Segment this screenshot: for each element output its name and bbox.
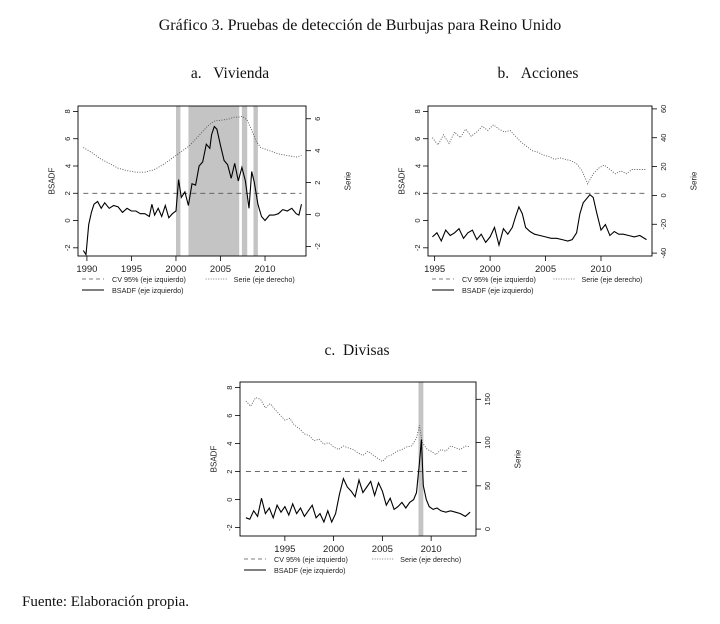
panel-b-letter: b. xyxy=(497,65,510,82)
y-tick-label-left: 2 xyxy=(63,191,73,196)
y-tick-label-right: 20 xyxy=(659,162,669,171)
y-tick-label-left: -2 xyxy=(225,524,235,531)
legend-serie-label: Serie (eje derecho) xyxy=(581,275,643,284)
y-axis-label-right: Serie xyxy=(343,171,353,191)
y-tick-label-right: -40 xyxy=(659,247,669,259)
y-axis-label-right: Serie xyxy=(689,171,699,191)
panel-b-name: Acciones xyxy=(520,65,579,82)
x-tick-label: 2000 xyxy=(479,264,501,275)
y-tick-label-left: -2 xyxy=(413,244,423,252)
x-tick-label: 1990 xyxy=(76,264,98,275)
page-title: Gráfico 3. Pruebas de detección de Burbujas para Reino Unido xyxy=(158,17,562,34)
x-tick-label: 2010 xyxy=(254,264,276,275)
y-tick-label-left: 0 xyxy=(413,218,423,223)
y-tick-label-right: 4 xyxy=(313,148,323,153)
legend-serie-label: Serie (eje derecho) xyxy=(400,555,462,564)
y-tick-label-right: 2 xyxy=(313,180,323,185)
x-tick-label: 2010 xyxy=(420,544,442,555)
panel-c-name: Divisas xyxy=(343,342,390,359)
y-tick-label-right: -2 xyxy=(313,243,323,250)
x-tick-label: 1995 xyxy=(120,264,143,275)
y-tick-label-right: 50 xyxy=(483,481,493,490)
y-tick-label-left: 4 xyxy=(63,163,73,169)
x-tick-label: 2010 xyxy=(590,264,612,275)
y-tick-label-left: 8 xyxy=(63,109,73,114)
y-tick-label-left: 6 xyxy=(63,136,73,141)
legend-cv-label: CV 95% (eje izquierdo) xyxy=(462,275,536,284)
y-tick-label-left: 6 xyxy=(413,136,423,141)
y-tick-label-right: -20 xyxy=(659,218,669,230)
y-tick-label-left: 2 xyxy=(225,469,235,474)
x-tick-label: 2005 xyxy=(534,264,557,275)
x-tick-label: 1995 xyxy=(274,544,296,555)
y-tick-label-left: 8 xyxy=(225,385,235,390)
y-tick-label-left: 8 xyxy=(413,109,423,114)
legend-cv-label: CV 95% (eje izquierdo) xyxy=(274,555,348,564)
serie-line xyxy=(246,398,470,462)
plot-frame xyxy=(240,382,476,536)
source-note: Fuente: Elaboración propia. xyxy=(22,594,190,610)
y-tick-label-left: 6 xyxy=(225,413,235,418)
y-tick-label-left: -2 xyxy=(63,244,73,252)
y-tick-label-left: 4 xyxy=(225,441,235,446)
y-tick-label-right: 0 xyxy=(483,526,493,532)
y-tick-label-right: 40 xyxy=(659,133,669,142)
y-tick-label-left: 0 xyxy=(63,218,73,223)
y-tick-label-left: 0 xyxy=(225,497,235,502)
x-tick-label: 2000 xyxy=(165,264,187,275)
bsadf-line xyxy=(246,439,470,522)
legend-bsadf-label: BSADF (eje izquierdo) xyxy=(112,286,184,295)
y-axis-label-right: Serie xyxy=(513,449,523,469)
y-axis-label-left: BSADF xyxy=(47,167,57,195)
y-tick-label-right: 6 xyxy=(313,116,323,121)
panel-c-letter: c. xyxy=(324,342,336,359)
y-axis-label-left: BSADF xyxy=(397,167,407,195)
y-tick-label-right: 0 xyxy=(659,193,669,198)
legend-serie-label: Serie (eje derecho) xyxy=(233,275,295,284)
y-tick-label-right: 60 xyxy=(659,104,669,114)
panel-a-name: Vivienda xyxy=(213,65,270,82)
legend-cv-label: CV 95% (eje izquierdo) xyxy=(112,275,186,284)
y-axis-label-left: BSADF xyxy=(209,445,219,473)
y-tick-label-left: 4 xyxy=(413,163,423,169)
y-tick-label-left: 2 xyxy=(413,191,423,196)
x-tick-label: 1995 xyxy=(424,264,446,275)
x-tick-label: 2005 xyxy=(209,264,232,275)
y-tick-label-right: 0 xyxy=(313,212,323,217)
y-tick-label-right: 100 xyxy=(483,436,493,449)
legend-bsadf-label: BSADF (eje izquierdo) xyxy=(274,566,346,575)
x-tick-label: 2000 xyxy=(323,544,345,555)
x-tick-label: 2005 xyxy=(371,544,393,555)
y-tick-label-right: 150 xyxy=(483,393,493,406)
panel-a-letter: a. xyxy=(190,65,202,82)
legend-bsadf-label: BSADF (eje izquierdo) xyxy=(462,286,534,295)
